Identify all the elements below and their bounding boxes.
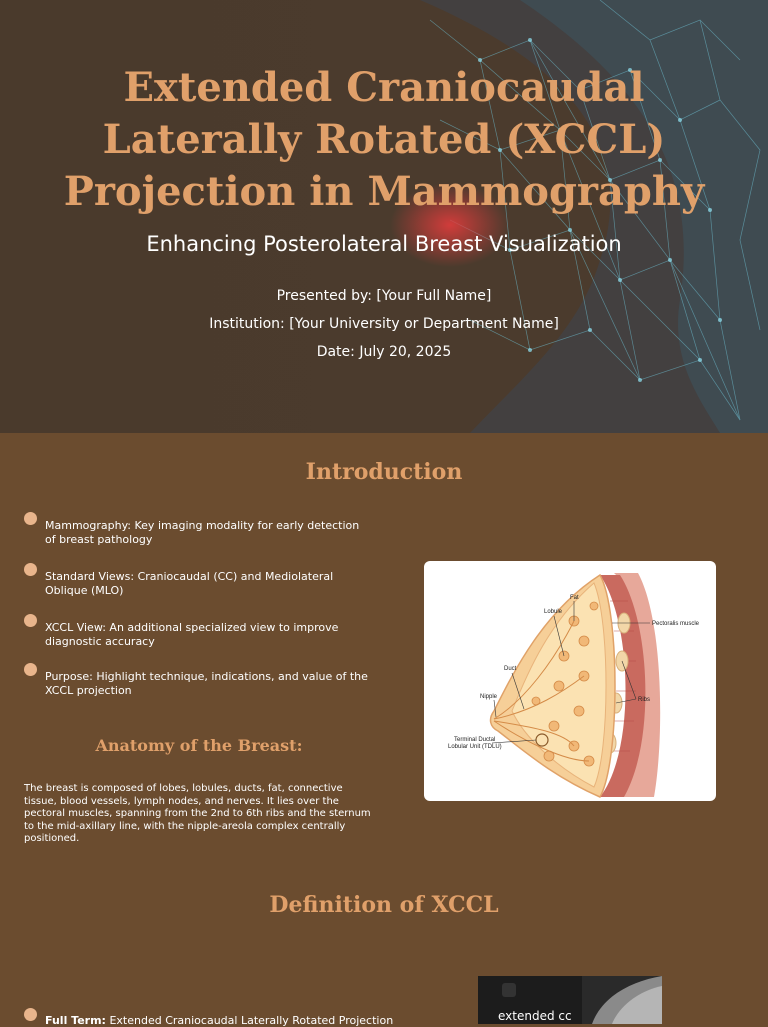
intro-bullet-text: Standard Views: Craniocaudal (CC) and Mediolateral Oblique (MLO) — [45, 570, 334, 597]
diagram-label-ribs: Ribs — [638, 697, 651, 703]
intro-bullet — [24, 670, 369, 698]
diagram-label-duct: Duct — [504, 666, 517, 672]
full-term-value: Extended Craniocaudal Laterally Rotated Projection — [105, 1014, 394, 1027]
presentation-title: Extended Craniocaudal Laterally Rotated (XCCL) Projection in Mammography — [63, 64, 705, 215]
intro-bullet-text: Purpose: Highlight technique, indications, and value of the XCCL projection — [45, 670, 368, 697]
diagram-label-tdlu: Terminal Ductal — [454, 737, 496, 743]
hero-banner — [0, 0, 768, 433]
diagram-label-nipple: Nipple — [480, 694, 498, 700]
presenter-line: Presented by: [Your Full Name] — [276, 288, 492, 304]
bullet-dot-icon — [24, 614, 37, 627]
mammogram-tissue-icon — [582, 976, 662, 1024]
date-line: Date: July 20, 2025 — [316, 344, 452, 360]
full-term-label: Full Term: — [45, 1014, 106, 1027]
diagram-label-lobule: Lobule — [544, 609, 563, 615]
diagram-label-pectoralis: Pectoralis muscle — [652, 621, 700, 627]
definition-heading: Definition of XCCL — [269, 892, 499, 918]
anatomy-heading: Anatomy of the Breast: — [95, 736, 303, 755]
institution-line: Institution: [Your University or Department Name] — [209, 316, 559, 332]
intro-bullet-text: XCCL View: An additional specialized view to improve diagnostic accuracy — [45, 621, 339, 648]
bullet-dot-icon — [24, 512, 37, 525]
breast-anatomy-illustration — [424, 561, 716, 801]
intro-bullet — [24, 621, 369, 649]
introduction-heading: Introduction — [305, 459, 463, 485]
image-caption: extended cc — [498, 1009, 572, 1023]
breast-anatomy-diagram — [424, 561, 716, 801]
diagram-label-tdlu-2: Lobular Unit (TDLU) — [448, 744, 502, 750]
bullet-dot-icon — [24, 563, 37, 576]
intro-bullet — [24, 519, 369, 547]
intro-bullet-text: Mammography: Key imaging modality for early detection of breast pathology — [45, 519, 360, 546]
intro-bullet — [24, 570, 369, 598]
image-badge-icon — [502, 983, 516, 997]
presentation-subtitle: Enhancing Posterolateral Breast Visualization — [146, 232, 622, 256]
full-term-bullet — [24, 1014, 464, 1027]
anatomy-description: The breast is composed of lobes, lobules, ducts, fat, connective tissue, blood vessels, lymph nodes, and nerves. It lies over the pectoral muscles, spanning from the 2nd to 6th ribs and the sternum to the mid-axillary line, with the nipple-areola complex centrally positioned. — [24, 783, 371, 844]
xccl-mammogram-image — [478, 976, 662, 1024]
bullet-dot-icon — [24, 663, 37, 676]
bullet-dot-icon — [24, 1008, 37, 1021]
diagram-label-fat: Fat — [570, 595, 579, 601]
